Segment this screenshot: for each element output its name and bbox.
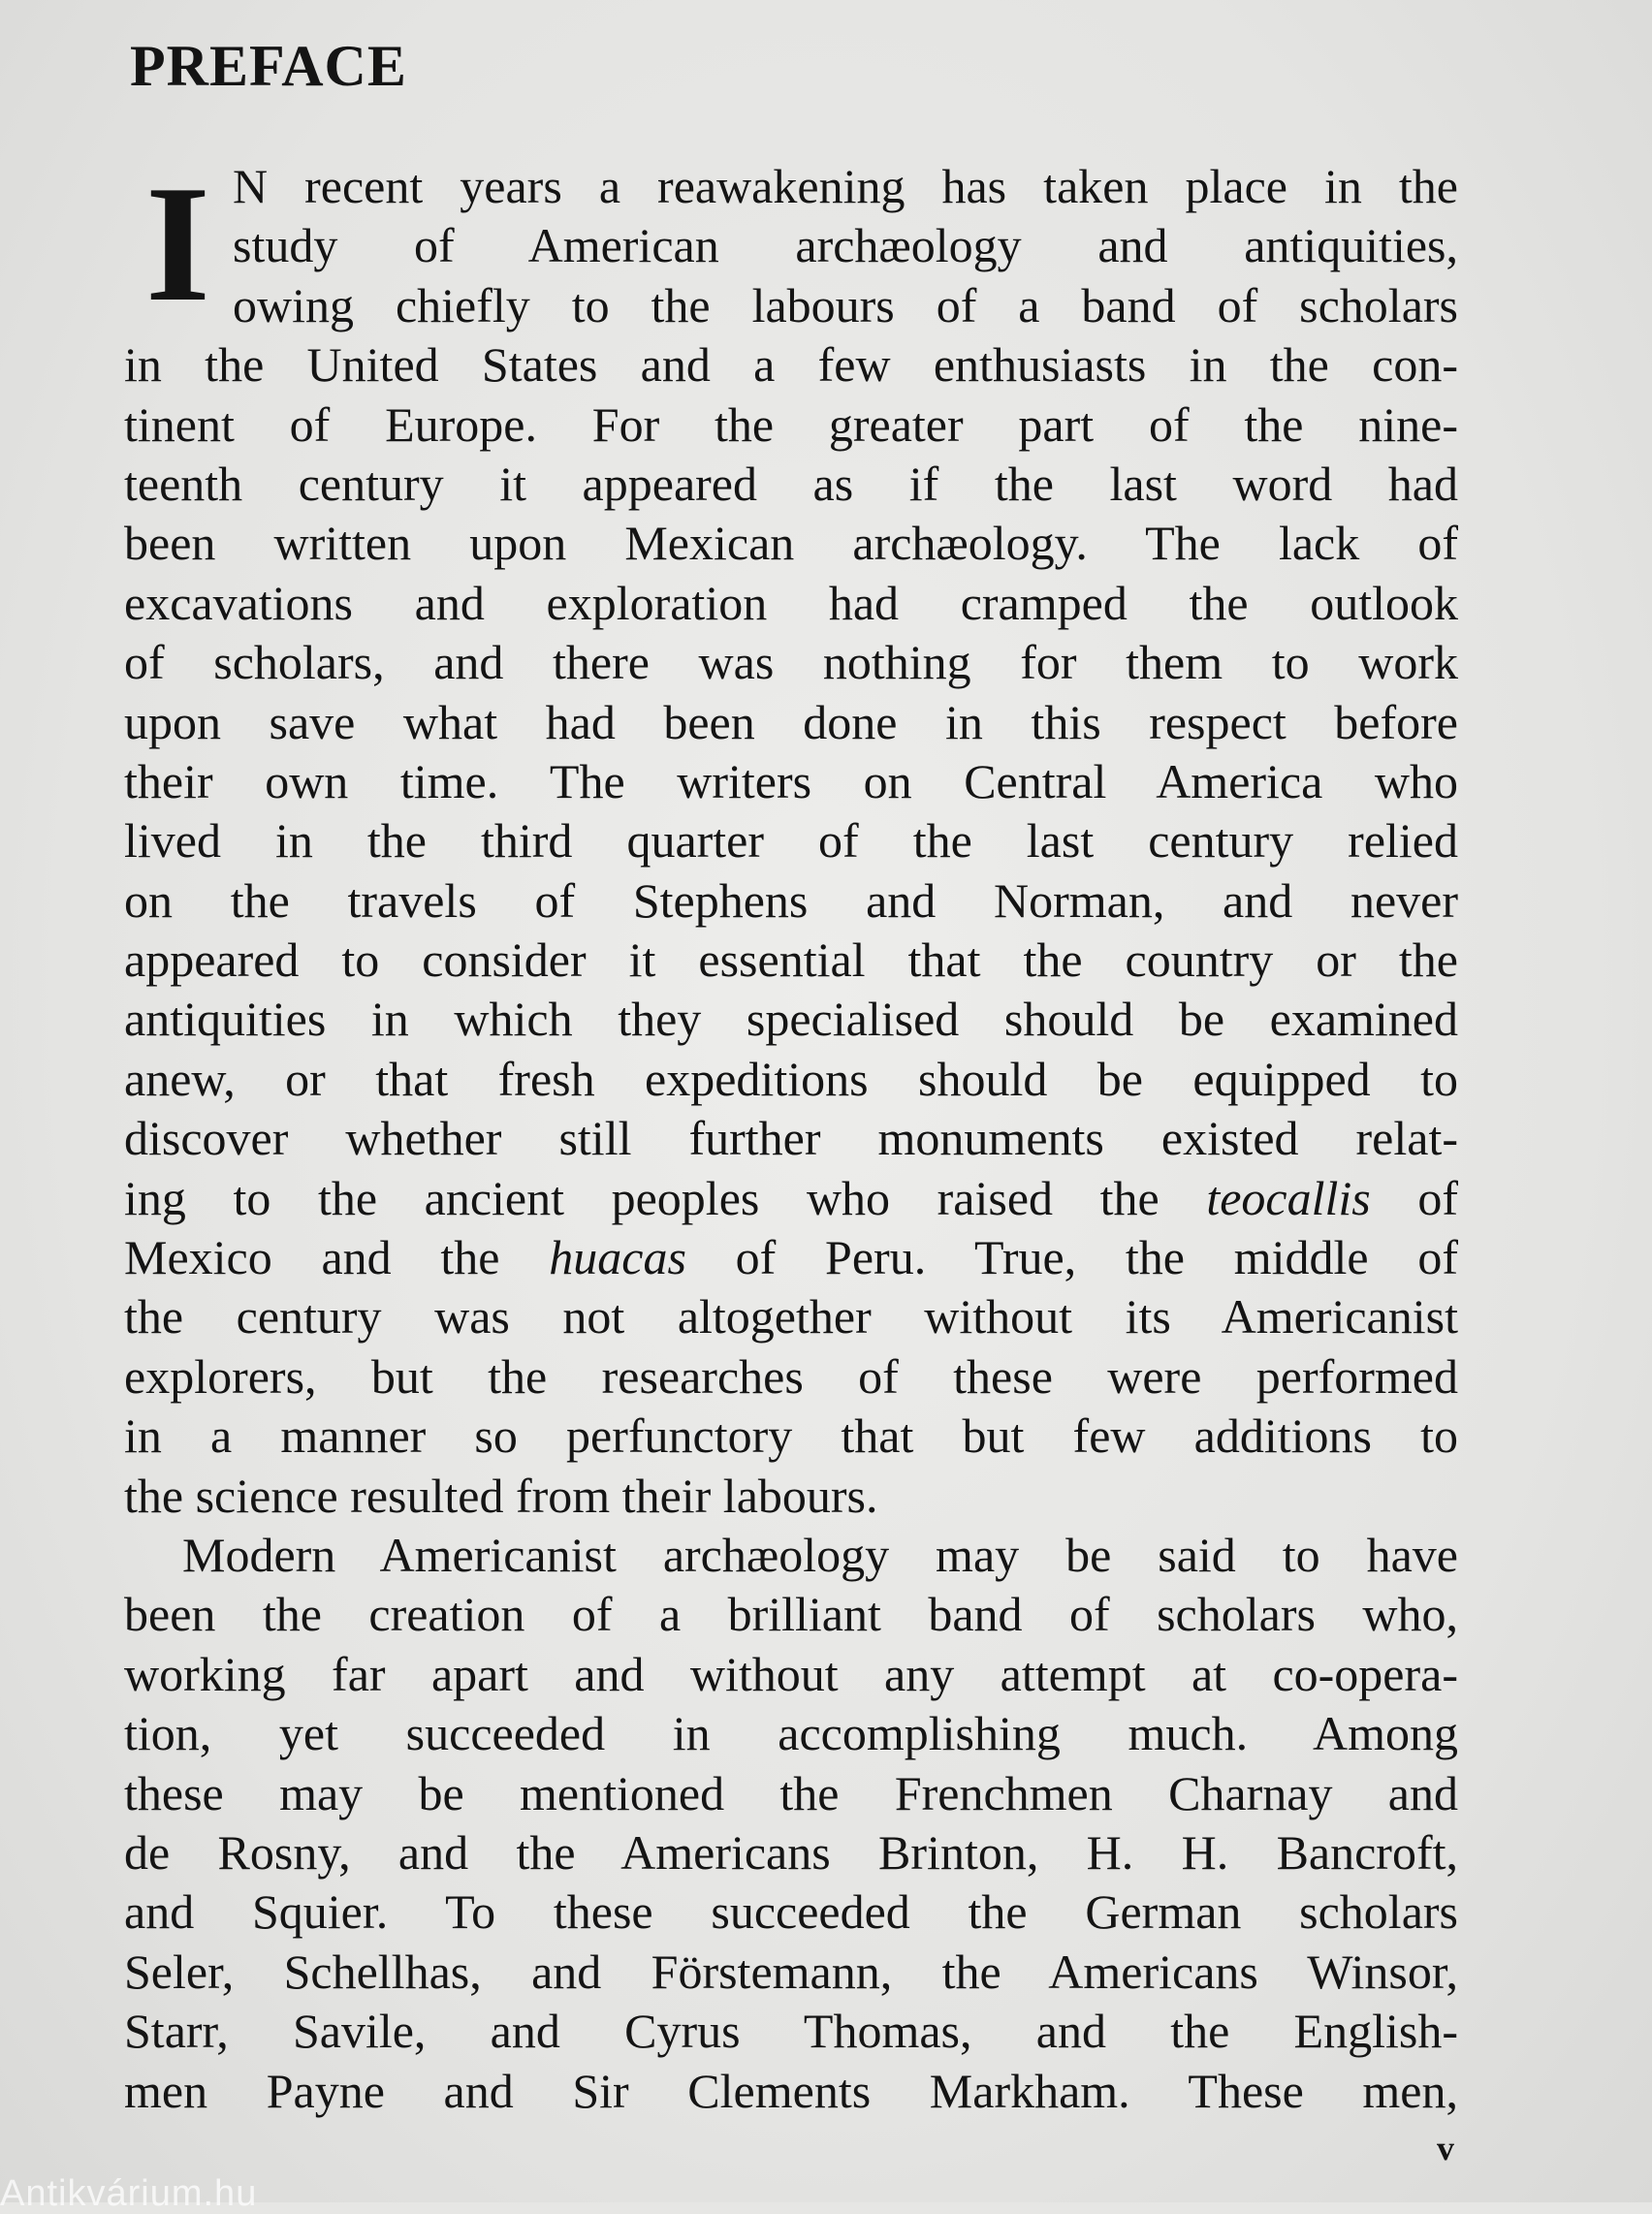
italic-term: teocallis <box>1206 1170 1371 1225</box>
text-line: in a manner so perfunctory that but few additions to <box>124 1408 1458 1464</box>
text-line: men Payne and Sir Clements Markham. These men, <box>124 2063 1458 2118</box>
text-line: of scholars, and there was nothing for them to work <box>124 635 1458 690</box>
text-line: owing chiefly to the labours of a band of scholars <box>233 277 1458 332</box>
body-text <box>124 152 1458 2121</box>
text-line: antiquities in which they specialised should be examined <box>124 992 1458 1047</box>
text-line: been written upon Mexican archæology. The lack of <box>124 516 1458 571</box>
page-heading: PREFACE <box>130 34 407 98</box>
text-line: de Rosny, and the Americans Brinton, H. H. Bancroft, <box>124 1824 1458 1880</box>
text-line: tion, yet succeeded in accomplishing much. Among <box>124 1706 1458 1761</box>
page-number: v <box>1437 2129 1454 2167</box>
text-line: study of American archæology and antiquities, <box>233 218 1458 273</box>
text-line: the science resulted from their labours. <box>124 1468 878 1523</box>
text-line: upon save what had been done in this respect before <box>124 694 1458 749</box>
text-line: explorers, but the researches of these were performed <box>124 1348 1458 1404</box>
drop-cap: I <box>145 152 210 336</box>
paragraph-1 <box>124 152 1458 1526</box>
text-span: of Peru. True, the middle of <box>735 1230 1458 1285</box>
watermark-text: Antikvárium.hu <box>0 2173 258 2214</box>
paragraph-2 <box>124 1526 1458 2121</box>
text-span: of <box>1417 1170 1458 1225</box>
text-line: Starr, Savile, and Cyrus Thomas, and the English- <box>124 2004 1458 2059</box>
text-line: discover whether still further monuments existed relat- <box>124 1111 1458 1166</box>
text-line: been the creation of a brilliant band of scholars who, <box>124 1587 1458 1642</box>
text-line: their own time. The writers on Central America who <box>124 753 1458 808</box>
text-line: Seler, Schellhas, and Förstemann, the Americans Winsor, <box>124 1944 1458 1999</box>
text-span: ing to the ancient peoples who raised the <box>124 1170 1160 1225</box>
text-line: Modern Americanist archæology may be said to have <box>182 1527 1458 1582</box>
text-line: teenth century it appeared as if the last word had <box>124 456 1458 511</box>
text-line: in the United States and a few enthusiasts in the con- <box>124 337 1458 393</box>
text-line: excavations and exploration had cramped the outlook <box>124 575 1458 630</box>
text-line: tinent of Europe. For the greater part of the nine- <box>124 396 1458 452</box>
text-line: and Squier. To these succeeded the German scholars <box>124 1884 1458 1940</box>
text-line: working far apart and without any attempt at co-opera- <box>124 1646 1458 1701</box>
text-line-mixed <box>124 1228 1458 1287</box>
text-line: lived in the third quarter of the last century relied <box>124 813 1458 869</box>
text-line: these may be mentioned the Frenchmen Charnay and <box>124 1765 1458 1820</box>
text-span: Mexico and the <box>124 1230 500 1285</box>
text-line: on the travels of Stephens and Norman, and never <box>124 872 1458 928</box>
text-line: anew, or that fresh expeditions should be equipped to <box>124 1051 1458 1106</box>
text-line: the century was not altogether without its Americanist <box>124 1289 1458 1344</box>
text-line: N recent years a reawakening has taken place in the <box>233 159 1458 213</box>
text-line-mixed <box>124 1169 1458 1228</box>
italic-term: huacas <box>549 1230 686 1285</box>
text-line: appeared to consider it essential that the country or the <box>124 933 1458 988</box>
